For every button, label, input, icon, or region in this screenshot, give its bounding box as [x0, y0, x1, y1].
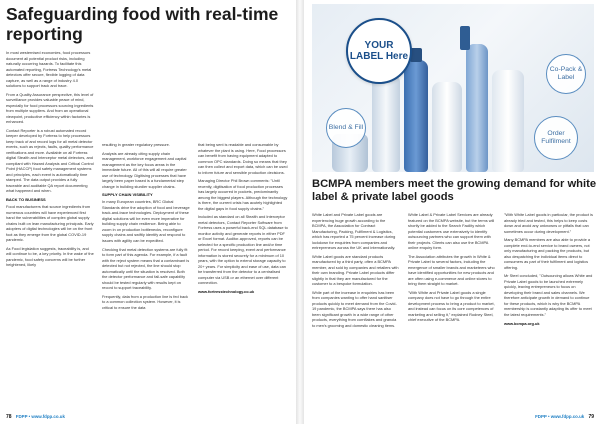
left-page-headline: Safeguarding food with real-time reporting [6, 4, 279, 44]
order-fulfilment-badge: Order Fulfilment [534, 116, 578, 160]
right-page [304, 0, 600, 424]
article-paragraph: Included as standard on all Stealth and Interceptor metal detectors, Contact Reporter Software from Fortress uses a powerful back-end SQL database to monitor activity and generate reports in either PDF or Excel format. Auditor-approved, reports can be selected for a specific production line and/or time period. For record keeping, event and performance information is stored securely for a minimum of 10 years, with the option to extend storage capacity to 20+ years. For simplicity and ease of use, data can be transferred from the detector to a centralised computer via USB or an ethernet over different connection. [198, 214, 288, 286]
article-url[interactable]: www.fortresstechnology.co.uk [198, 289, 255, 295]
right-article-column-1 [312, 212, 400, 412]
left-article-column-1 [6, 50, 94, 412]
article-url[interactable]: www.bcmpa.org.uk [504, 320, 540, 326]
article-paragraph: In many European countries, BRC Global Standards drive the adoption of food and beverage track-and-trace technologies. Deployment of these digital solutions will be even more imperative for building supply chain resilience. Being able to zoom in on production bottlenecks, reconfigure supply chains and swiftly identify and respond to issues with agility can be expedited. [102, 199, 190, 243]
left-page-footer [6, 414, 65, 420]
right-page-footer [535, 414, 594, 420]
right-article-column-3 [504, 212, 594, 412]
article-paragraph: "With White and Private Label goods a single company does not have to go through the entire development process to bring a product to market, and instead can focus on its core competences of marketing and selling it," explained Rodney Steel, chief executive of the BCMPA. [408, 289, 495, 323]
bottle-shape [404, 60, 428, 172]
copack-label-badge: Co-Pack & Label [546, 54, 586, 94]
page-gutter [296, 0, 304, 424]
bottle-shape [432, 82, 462, 172]
left-article-column-3 [198, 142, 288, 412]
article-paragraph: that being sent is readable and consumable by whatever the plant is using. Here, Food processors can benefit from having equipment adapted to common OPC standards. Doing so means that they can then collect and export data, which can be used to inform future and sensible production decisions. [198, 142, 288, 175]
article-paragraph: Contact Reporter is a robust automated record keeper developed by Fortress to help processors keep track of and record logs for all metal detector events, such as rejects, faults, quality performance verifications and more. Available on all Fortress digital Stealth and Interceptor metal detectors, and compliant with Hazard Analysis and Critical Control Point (HACCP) food safety management systems and principles, each event is automatically time stamped. The data output provides a fully traceable and auditable QA report documenting what happened and when. [6, 127, 94, 194]
article-paragraph: Many BCMPA members are also able to provide a complete end-to-end service to brand owners, not only manufacturing and packing the products, but also despatching the individual items direct to consumers as part of their fulfilment and logistics offering. [504, 237, 590, 270]
page-number: 79 [588, 414, 594, 420]
page-number: 78 [6, 414, 12, 420]
right-article-column-2 [408, 212, 496, 412]
article-paragraph: Frequently, data from a production line is fed back to a common collection system. However, it is critical to ensure the data [102, 293, 188, 310]
article-paragraph: Mr Steel concluded, "Outsourcing allows White and Private Label goods to be launched extremely quickly, leaving entrepreneurs to focus on developing their brand and sales channels. We therefore anticipate growth in demand to continue for these products, which is why the BCMPA membership is constantly adapting its offer to meet the latest requirements." [504, 273, 593, 317]
article-paragraph: Analysts are already citing supply chain management, workforce engagement and capital management as the key focus areas in the immediate future. All of this will all require greater use of technology. Digitising processes that have largely been paper based is a fundamental step change in building sturdier supplier chains. [102, 150, 187, 189]
article-paragraph: As Food legislation suggests, traceability is, and will continue to be, a key priority. In the wake of the pandemic, food safety concerns will be further heightened, likely [6, 245, 94, 268]
article-paragraph: Food manufacturers that source ingredients from numerous countries will have experienced first hand the vulnerabilities of complex global supply chains built on lean manufacturing principals. Early adopters of digital technologies will be on the front foot as they emerge from the global COVID-19 pandemic. [6, 204, 94, 243]
bottle-shape [466, 44, 488, 172]
left-article-column-2 [102, 142, 190, 412]
blend-fill-badge: Blend & Fill [326, 108, 366, 148]
pump-cap-shape [460, 26, 470, 50]
article-paragraph: White Label and Private Label goods are experiencing huge growth according to the BCMPA, the Association for Contract Manufacturing, Packing, Fulfilment & Logistics, which has reported a 75 percent increase during lockdown for enquiries from companies and entrepreneurs across the UK and internationally. [312, 212, 396, 250]
footer-site: FDPP • www.fdpp.co.uk [535, 414, 585, 419]
article-paragraph: White Label & Private Label Services are already featured on the BCMPA website, but the terms will shortly be added to the Search Facility which potential customers use extensively to identify outsourcing partners who can support them with their projects. Clients can also use the BCMPA online enquiry form. [408, 212, 495, 250]
section-heading: BACK TO BUSINESS [6, 197, 46, 203]
article-paragraph: In most westernised economies, food processors document all potential product risks, including naturally occurring hazards. To facilitate this automated reporting, Fortress Technology's metal detectors offer secure, flexible logging of data capture, as well as a range of industry 4.0 solutions to support track and trace. [6, 50, 92, 88]
article-paragraph: From a Quality Assurance perspective, this level of surveillance provides valuable peace of mind, especially for food processors sourcing ingredients from multiple suppliers. And from an operational viewpoint, productive efficiency within factories is enhanced. [6, 91, 94, 125]
article-paragraph: "With White Label goods in particular, the product is already tried and tested, this helps to keep costs down and avoid any unknowns or pitfalls that can sometimes occur during development." [504, 212, 593, 234]
footer-site: FDPP • www.fdpp.co.uk [15, 414, 65, 419]
your-label-badge: YOUR LABEL Here [346, 18, 412, 84]
right-page-headline: BCMPA members meet the growing demand for white label & private label goods [312, 178, 597, 203]
bottle-shape [372, 74, 400, 172]
article-paragraph: Checking that metal detection systems are fully fit to form part of this agenda. For example, if a fault with the reject system means that a contaminant is detected but not rejected, the line should stop automatically until the situation is resolved. Both the detector performance and fail-safe capability should be tested regularly with results kept on record to support traceability. [102, 246, 190, 291]
article-paragraph: resulting in greater regulatory pressure. [102, 142, 170, 147]
article-paragraph: While part of the increase in enquiries has been from companies wanting to offer hand sanitiser products quickly to meet demand from the Covid-19 pandemic, the BCMPA says there has also been significant growth in a wide range of other products, everything from cornflakes and granola to men's grooming and domestic cleaning items. [312, 289, 397, 328]
bottle-shape [492, 70, 524, 172]
section-heading: SUPPLY CHAIN VISIBILITY [102, 192, 153, 198]
article-paragraph: White Label goods are standard products manufactured by a third party, often a BCMPA member, and sold by companies and retailers with their own branding. Private Label products differ slightly in that they are manufactured for the customer to a bespoke formulation. [312, 253, 399, 287]
article-paragraph: The Association attributes the growth in White & Private Label to several factors, including the emergence of smaller brands and marketeers who have identified opportunities for new products and are often using e-commerce and online stores to bring them straight to market. [408, 253, 495, 287]
article-paragraph: Managing Director Phil Brown comments: "Until recently, digitisation of food production processes has largely occurred in pockets, predominantly among the biggest players. Although the technology is there, the current crisis has acutely highlighted the digital gaps in food supply chains." [198, 178, 288, 211]
left-page [0, 0, 296, 424]
hero-image [312, 4, 594, 172]
